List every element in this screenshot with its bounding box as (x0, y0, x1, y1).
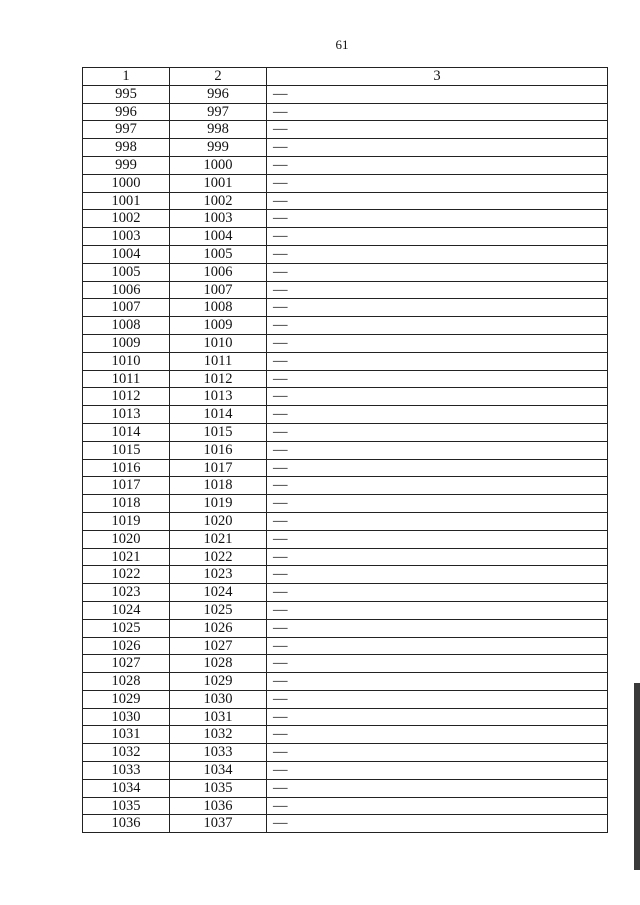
table-cell-col3: — (267, 121, 608, 139)
table-cell-col2: 999 (170, 139, 267, 157)
table-cell-col3: — (267, 245, 608, 263)
table-cell-col2: 1014 (170, 406, 267, 424)
table-cell-col1: 1031 (83, 726, 170, 744)
data-table (82, 67, 608, 833)
table-row (83, 655, 608, 673)
table-row (83, 530, 608, 548)
table-cell-col2: 1004 (170, 228, 267, 246)
table-cell-col1: 1008 (83, 317, 170, 335)
table-row (83, 121, 608, 139)
table-cell-col1: 1002 (83, 210, 170, 228)
table-row (83, 726, 608, 744)
table-cell-col2: 1019 (170, 495, 267, 513)
table-cell-col1: 1003 (83, 228, 170, 246)
table-cell-col3: — (267, 370, 608, 388)
table-cell-col1: 1029 (83, 690, 170, 708)
table-cell-col3: — (267, 228, 608, 246)
table-cell-col2: 1006 (170, 263, 267, 281)
table-header-col1: 1 (83, 68, 170, 86)
table-row (83, 601, 608, 619)
table-cell-col3: — (267, 690, 608, 708)
table-cell-col3: — (267, 263, 608, 281)
table-cell-col3: — (267, 352, 608, 370)
table-cell-col1: 997 (83, 121, 170, 139)
table-cell-col1: 1014 (83, 423, 170, 441)
table-cell-col1: 1013 (83, 406, 170, 424)
table-cell-col1: 996 (83, 103, 170, 121)
table-cell-col1: 1012 (83, 388, 170, 406)
table-row (83, 370, 608, 388)
table-cell-col2: 996 (170, 85, 267, 103)
table-cell-col2: 1013 (170, 388, 267, 406)
table-cell-col2: 1010 (170, 334, 267, 352)
table-row (83, 495, 608, 513)
table-cell-col2: 1016 (170, 441, 267, 459)
table-row (83, 263, 608, 281)
table-row (83, 174, 608, 192)
table-cell-col3: — (267, 317, 608, 335)
table-cell-col2: 1020 (170, 512, 267, 530)
table-cell-col3: — (267, 619, 608, 637)
table-cell-col2: 1001 (170, 174, 267, 192)
table-cell-col2: 1015 (170, 423, 267, 441)
table-cell-col3: — (267, 156, 608, 174)
table-cell-col2: 1025 (170, 601, 267, 619)
table-row (83, 245, 608, 263)
table-cell-col1: 1024 (83, 601, 170, 619)
table-cell-col2: 1021 (170, 530, 267, 548)
table-cell-col1: 1005 (83, 263, 170, 281)
table-cell-col2: 1035 (170, 779, 267, 797)
table-cell-col2: 1036 (170, 797, 267, 815)
table-cell-col1: 1023 (83, 584, 170, 602)
table-cell-col1: 1036 (83, 815, 170, 833)
table-cell-col3: — (267, 726, 608, 744)
table-cell-col1: 1006 (83, 281, 170, 299)
table-cell-col1: 1027 (83, 655, 170, 673)
table-cell-col1: 1011 (83, 370, 170, 388)
table-cell-col3: — (267, 441, 608, 459)
table-row (83, 477, 608, 495)
table-row (83, 441, 608, 459)
table-cell-col1: 995 (83, 85, 170, 103)
table-cell-col1: 1035 (83, 797, 170, 815)
table-cell-col3: — (267, 779, 608, 797)
table-row (83, 584, 608, 602)
table-cell-col2: 1022 (170, 548, 267, 566)
table-cell-col1: 1021 (83, 548, 170, 566)
table-row (83, 797, 608, 815)
table-cell-col2: 1012 (170, 370, 267, 388)
table-cell-col2: 1031 (170, 708, 267, 726)
table-cell-col2: 1011 (170, 352, 267, 370)
table-cell-col1: 1030 (83, 708, 170, 726)
table-cell-col1: 1032 (83, 744, 170, 762)
scan-edge-shadow (634, 683, 640, 870)
table-cell-col3: — (267, 601, 608, 619)
table-cell-col1: 1033 (83, 762, 170, 780)
table-row (83, 317, 608, 335)
table-cell-col2: 1032 (170, 726, 267, 744)
table-cell-col2: 1009 (170, 317, 267, 335)
table-cell-col1: 1022 (83, 566, 170, 584)
table-cell-col2: 997 (170, 103, 267, 121)
table-row (83, 228, 608, 246)
table-row (83, 85, 608, 103)
table-cell-col1: 1007 (83, 299, 170, 317)
table-row (83, 512, 608, 530)
table-row (83, 139, 608, 157)
table-row (83, 708, 608, 726)
table-row (83, 637, 608, 655)
table-cell-col2: 1028 (170, 655, 267, 673)
table-cell-col2: 1023 (170, 566, 267, 584)
table-cell-col3: — (267, 423, 608, 441)
table-cell-col2: 1029 (170, 673, 267, 691)
table-header-col3: 3 (267, 68, 608, 86)
table-cell-col2: 1005 (170, 245, 267, 263)
page-number: 61 (335, 37, 349, 52)
table-cell-col1: 998 (83, 139, 170, 157)
table-cell-col1: 1025 (83, 619, 170, 637)
table-row (83, 459, 608, 477)
table-cell-col1: 1015 (83, 441, 170, 459)
table-row (83, 192, 608, 210)
table-cell-col3: — (267, 388, 608, 406)
table-cell-col3: — (267, 762, 608, 780)
table-cell-col2: 1000 (170, 156, 267, 174)
table-cell-col2: 1030 (170, 690, 267, 708)
table-row (83, 299, 608, 317)
table-cell-col3: — (267, 584, 608, 602)
table-cell-col3: — (267, 139, 608, 157)
table-cell-col2: 1007 (170, 281, 267, 299)
table-cell-col1: 1004 (83, 245, 170, 263)
table-row (83, 103, 608, 121)
table-cell-col1: 1010 (83, 352, 170, 370)
table-row (83, 548, 608, 566)
table-cell-col3: — (267, 708, 608, 726)
table-cell-col1: 1018 (83, 495, 170, 513)
table-row (83, 779, 608, 797)
table-row (83, 815, 608, 833)
table-cell-col1: 1020 (83, 530, 170, 548)
table-row (83, 352, 608, 370)
table-row (83, 619, 608, 637)
table-cell-col2: 1003 (170, 210, 267, 228)
table-cell-col2: 1033 (170, 744, 267, 762)
table-row (83, 423, 608, 441)
table-row (83, 156, 608, 174)
table-row (83, 744, 608, 762)
table-cell-col1: 1017 (83, 477, 170, 495)
table-cell-col1: 1019 (83, 512, 170, 530)
table-cell-col3: — (267, 192, 608, 210)
table-cell-col3: — (267, 281, 608, 299)
table-header-row (83, 68, 608, 86)
table-cell-col3: — (267, 673, 608, 691)
table-cell-col3: — (267, 477, 608, 495)
table-row (83, 281, 608, 299)
table-row (83, 566, 608, 584)
table-cell-col3: — (267, 210, 608, 228)
table-cell-col3: — (267, 530, 608, 548)
table-cell-col1: 1028 (83, 673, 170, 691)
table-cell-col2: 1037 (170, 815, 267, 833)
table-cell-col1: 1009 (83, 334, 170, 352)
table-cell-col3: — (267, 655, 608, 673)
table-cell-col3: — (267, 815, 608, 833)
table-cell-col3: — (267, 459, 608, 477)
table-cell-col2: 1018 (170, 477, 267, 495)
table-cell-col3: — (267, 406, 608, 424)
table-cell-col2: 998 (170, 121, 267, 139)
table-cell-col1: 1034 (83, 779, 170, 797)
table-cell-col3: — (267, 103, 608, 121)
table-row (83, 690, 608, 708)
table-cell-col3: — (267, 174, 608, 192)
table-row (83, 334, 608, 352)
table-cell-col1: 1016 (83, 459, 170, 477)
table-cell-col1: 1026 (83, 637, 170, 655)
table-row (83, 406, 608, 424)
table-cell-col2: 1034 (170, 762, 267, 780)
table-cell-col3: — (267, 512, 608, 530)
table-cell-col2: 1017 (170, 459, 267, 477)
table-row (83, 673, 608, 691)
table-cell-col3: — (267, 548, 608, 566)
table-cell-col2: 1027 (170, 637, 267, 655)
table-cell-col1: 999 (83, 156, 170, 174)
table-cell-col1: 1000 (83, 174, 170, 192)
table-cell-col3: — (267, 637, 608, 655)
table-row (83, 210, 608, 228)
table-cell-col3: — (267, 334, 608, 352)
table-cell-col3: — (267, 566, 608, 584)
table-cell-col3: — (267, 85, 608, 103)
table-cell-col3: — (267, 299, 608, 317)
table-row (83, 762, 608, 780)
table-header-col2: 2 (170, 68, 267, 86)
table-cell-col3: — (267, 744, 608, 762)
table-cell-col3: — (267, 495, 608, 513)
table-row (83, 388, 608, 406)
table-cell-col3: — (267, 797, 608, 815)
table-cell-col2: 1026 (170, 619, 267, 637)
table-cell-col1: 1001 (83, 192, 170, 210)
table-cell-col2: 1008 (170, 299, 267, 317)
table-cell-col2: 1024 (170, 584, 267, 602)
table-body (83, 85, 608, 832)
table-cell-col2: 1002 (170, 192, 267, 210)
